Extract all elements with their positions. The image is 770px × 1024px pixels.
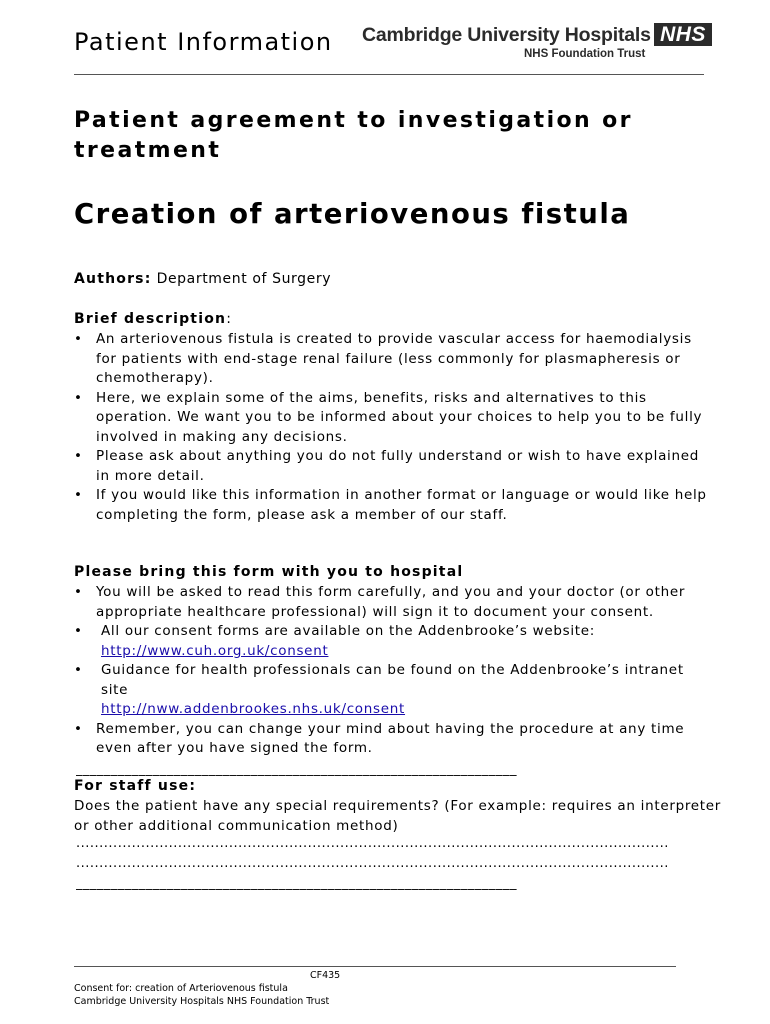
form-code: CF435 (310, 970, 341, 981)
list-item (74, 389, 714, 448)
staff-use-heading: For staff use: (74, 778, 197, 794)
procedure-title: Creation of arteriovenous fistula (74, 198, 631, 230)
bullet-icon: • (74, 623, 83, 639)
brief-heading-text: Brief description (74, 311, 227, 327)
staff-separator-bottom: _______________________________________________________________ (76, 876, 517, 891)
header-divider (74, 74, 704, 75)
authors-value: Department of Surgery (156, 271, 332, 287)
logo-trust-name: NHS Foundation Trust (524, 48, 646, 60)
logo-org-name: Cambridge University Hospitals (362, 24, 651, 46)
nhs-logo-icon: NHS (654, 23, 712, 46)
bullet-icon: • (74, 720, 83, 737)
staff-question: Does the patient have any special requirements? (For example: requires an interpreter or other additional communication method) (74, 798, 722, 834)
brief-heading-colon: : (226, 311, 233, 327)
footer-divider (74, 966, 676, 967)
list-item-text: All our consent forms are available on the Addenbrooke’s website: (101, 623, 596, 639)
list-item (74, 583, 714, 622)
list-item (74, 720, 714, 759)
bring-form-heading: Please bring this form with you to hospital (74, 564, 464, 580)
list-item-text: Please ask about anything you do not fully understand or wish to have explained in more detail. (96, 448, 700, 484)
bullet-icon: • (74, 389, 83, 406)
document-heading: Patient agreement to investigation or treatment (74, 108, 633, 163)
staff-separator-top: _______________________________________________________________ (76, 762, 517, 777)
list-item-text: Remember, you can change your mind about having the procedure at any time even after you have signed the form. (96, 720, 685, 756)
list-item-text: Here, we explain some of the aims, benefits, risks and alternatives to this operation. We want you to be informed about your choices to help you to be fully involved in making any decisions. (96, 389, 703, 445)
brief-description-heading (74, 311, 232, 327)
cuh-logo (362, 22, 714, 62)
list-item (74, 622, 714, 661)
list-item-text: Guidance for health professionals can be found on the Addenbrooke’s intranet site (101, 662, 684, 698)
staff-answer-line[interactable]: ................................................................................................................................ (76, 836, 669, 851)
bring-form-list (74, 583, 714, 759)
list-item-text: If you would like this information in another format or language or would like help completing the form, please ask a member of our staff. (96, 487, 707, 523)
staff-answer-line[interactable]: ................................................................................................................................ (76, 856, 669, 871)
list-item (74, 447, 714, 486)
cuh-consent-link[interactable]: http://www.cuh.org.uk/consent (101, 642, 329, 659)
list-item-text: An arteriovenous fistula is created to provide vascular access for haemodialysis for patients with end-stage renal failure (less commonly for plasmapheresis or chemotherapy). (96, 331, 692, 386)
footer-line-consent: Consent for: creation of Arteriovenous fistula (74, 983, 288, 994)
list-item (74, 330, 714, 389)
footer-text (74, 983, 329, 1008)
list-item-text: You will be asked to read this form carefully, and you and your doctor (or other appropriate healthcare professional) will sign it to document your consent. (96, 584, 686, 620)
list-item (74, 486, 714, 525)
authors-label: Authors: (74, 271, 152, 287)
brief-description-list (74, 330, 714, 525)
footer-line-trust: Cambridge University Hospitals NHS Foundation Trust (74, 995, 330, 1007)
header-title: Patient Information (74, 28, 333, 56)
bullet-icon: • (74, 487, 83, 503)
list-item (74, 661, 714, 720)
bullet-icon: • (74, 448, 83, 464)
bullet-icon: • (74, 584, 83, 600)
bullet-icon: • (74, 331, 83, 347)
intranet-consent-link[interactable]: http://nww.addenbrookes.nhs.uk/consent (101, 701, 406, 717)
authors-line (74, 271, 331, 287)
bullet-icon: • (74, 662, 83, 678)
